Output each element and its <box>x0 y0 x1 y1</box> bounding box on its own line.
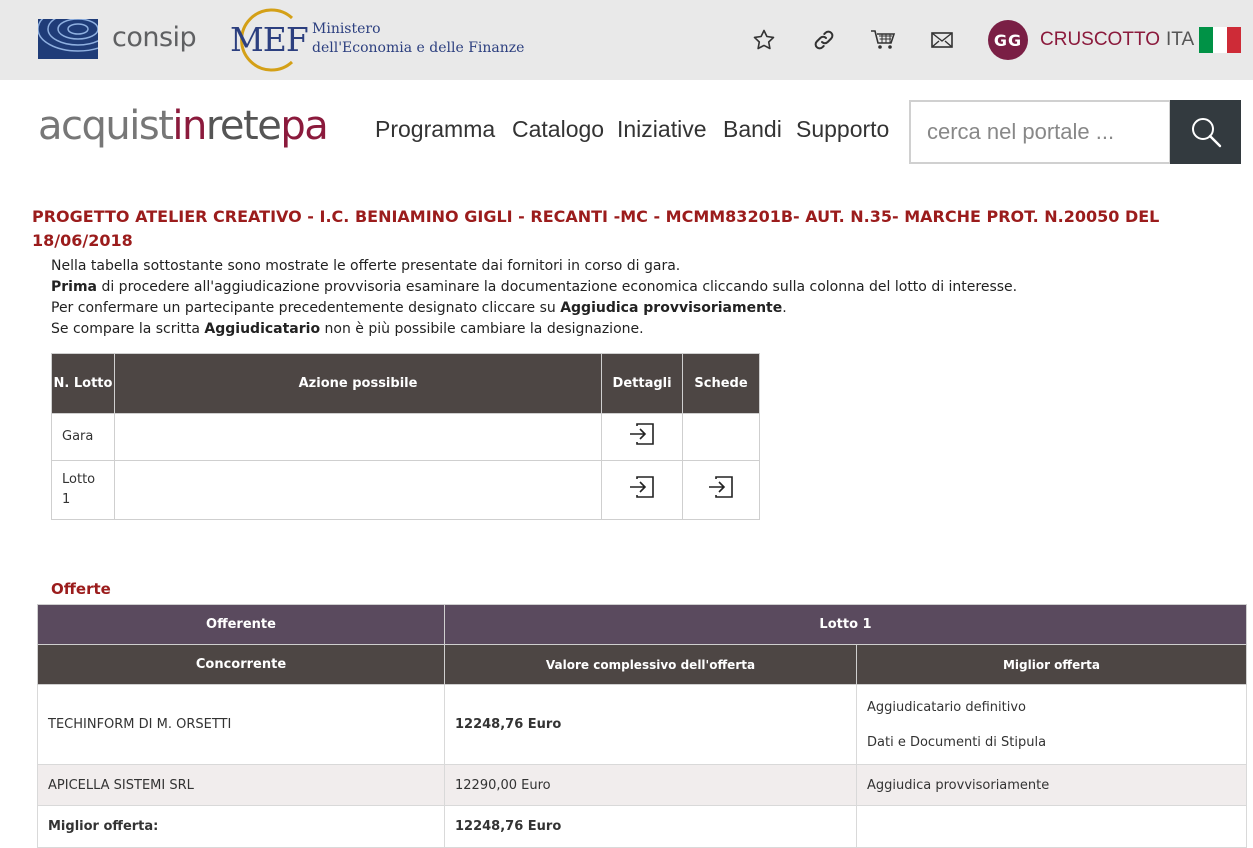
intro-line-3 <box>51 298 1017 319</box>
consip-wordmark[interactable]: consip <box>112 22 197 53</box>
header-miglior-offerta: Miglior offerta <box>857 645 1247 685</box>
header-n-lotto: N. Lotto <box>52 354 115 414</box>
offerte-table <box>37 604 1247 848</box>
cart-icon[interactable] <box>869 26 897 54</box>
brand-part-4: pa <box>280 103 328 149</box>
miglior-offerta-valore: 12248,76 Euro <box>445 806 857 848</box>
intro-line-4-bold: Aggiudicatario <box>204 321 321 337</box>
intro-line-1: Nella tabella sottostante sono mostrate le offerte presentate dai fornitori in corso di gara. <box>51 258 681 274</box>
header-dettagli: Dettagli <box>602 354 683 414</box>
page-title: PROGETTO ATELIER CREATIVO - I.C. BENIAMINO GIGLI - RECANTI -MC - MCMM83201B- AUT. N.35- MARCHE PROT. N.20050 DEL 18/06/2018 <box>32 207 1160 250</box>
header-valore-complessivo: Valore complessivo dell'offerta <box>445 645 857 685</box>
dettagli-gara-button[interactable] <box>602 414 683 461</box>
intro-line-4-pre: Se compare la scritta <box>51 321 205 337</box>
azione-cell <box>114 414 601 461</box>
intro-line-3-post: . <box>782 300 787 316</box>
mail-icon[interactable] <box>928 26 956 54</box>
valore-cell: 12290,00 Euro <box>445 765 857 806</box>
azioni-cell <box>857 765 1247 806</box>
ministero-label <box>312 20 524 58</box>
intro-line-3-pre: Per confermare un partecipante precedentemente designato cliccare su <box>51 300 561 316</box>
offerte-label: Offerte <box>51 580 111 598</box>
dettagli-lotto1-button[interactable] <box>602 461 683 520</box>
enter-icon <box>627 421 657 447</box>
intro-line-3-bold: Aggiudica provvisoriamente <box>560 300 783 316</box>
empty-cell <box>857 806 1247 848</box>
nav-programma[interactable]: Programma <box>375 116 496 142</box>
miglior-offerta-label: Miglior offerta: <box>38 806 445 848</box>
enter-icon <box>627 474 657 500</box>
brand-part-3: rete <box>205 103 281 149</box>
intro-text <box>51 256 1017 340</box>
acquistinretepa-logo[interactable] <box>38 103 327 149</box>
valore-cell: 12248,76 Euro <box>445 685 857 765</box>
header-offerente: Offerente <box>38 605 445 645</box>
star-icon[interactable] <box>750 26 778 54</box>
mef-wordmark[interactable]: MEF <box>230 20 308 59</box>
azioni-cell <box>857 685 1247 765</box>
nav-bandi[interactable]: Bandi <box>723 116 782 142</box>
search-icon <box>1189 115 1223 149</box>
nav-supporto[interactable]: Supporto <box>796 116 890 142</box>
table-row <box>52 414 760 461</box>
azione-cell <box>114 461 601 520</box>
schede-lotto1-button[interactable] <box>683 461 760 520</box>
aggiudica-provvisoriamente-link[interactable]: Aggiudica provvisoriamente <box>867 777 1050 793</box>
consip-logo-icon[interactable] <box>38 19 98 59</box>
ministero-line2: dell'Economia e delle Finanze <box>312 40 525 56</box>
link-icon[interactable] <box>810 26 838 54</box>
intro-line-2 <box>51 277 1017 298</box>
lotti-table <box>51 353 760 520</box>
italy-flag-icon[interactable] <box>1199 27 1241 53</box>
aggiudicatario-definitivo-link[interactable]: Aggiudicatario definitivo <box>867 699 1026 715</box>
lotto-cell: Lotto 1 <box>52 461 115 520</box>
header-azione-possibile: Azione possibile <box>114 354 601 414</box>
language-selector[interactable]: ITA <box>1166 29 1195 50</box>
table-row <box>38 685 1247 765</box>
dati-documenti-stipula-link[interactable]: Dati e Documenti di Stipula <box>867 734 1047 750</box>
intro-line-2-bold: Prima <box>51 279 97 295</box>
header-lotto-1: Lotto 1 <box>445 605 1247 645</box>
schede-gara-cell <box>683 414 760 461</box>
search-input[interactable] <box>909 100 1171 164</box>
table-row <box>52 461 760 520</box>
top-bar <box>0 0 1253 80</box>
header-schede: Schede <box>683 354 760 414</box>
intro-line-4-post: non è più possibile cambiare la designazione. <box>320 321 644 337</box>
concorrente-cell: TECHINFORM DI M. ORSETTI <box>38 685 445 765</box>
lotto-cell: Gara <box>52 414 115 461</box>
header-concorrente: Concorrente <box>38 645 445 685</box>
brand-part-1: acquist <box>38 103 173 149</box>
ministero-line1: Ministero <box>312 21 381 37</box>
intro-line-2-rest: di procedere all'aggiudicazione provvisoria esaminare la documentazione economica cliccando sulla colonna del lotto di interesse. <box>97 279 1018 295</box>
nav-iniziative[interactable]: Iniziative <box>617 116 707 142</box>
concorrente-cell: APICELLA SISTEMI SRL <box>38 765 445 806</box>
table-row-footer <box>38 806 1247 848</box>
user-avatar[interactable]: GG <box>988 20 1028 60</box>
search-button[interactable] <box>1170 100 1241 164</box>
enter-icon <box>706 474 736 500</box>
brand-part-2: in <box>172 103 206 149</box>
table-row <box>38 765 1247 806</box>
cruscotto-link[interactable]: CRUSCOTTO <box>1040 29 1160 50</box>
intro-line-4 <box>51 319 1017 340</box>
nav-catalogo[interactable]: Catalogo <box>512 116 605 142</box>
